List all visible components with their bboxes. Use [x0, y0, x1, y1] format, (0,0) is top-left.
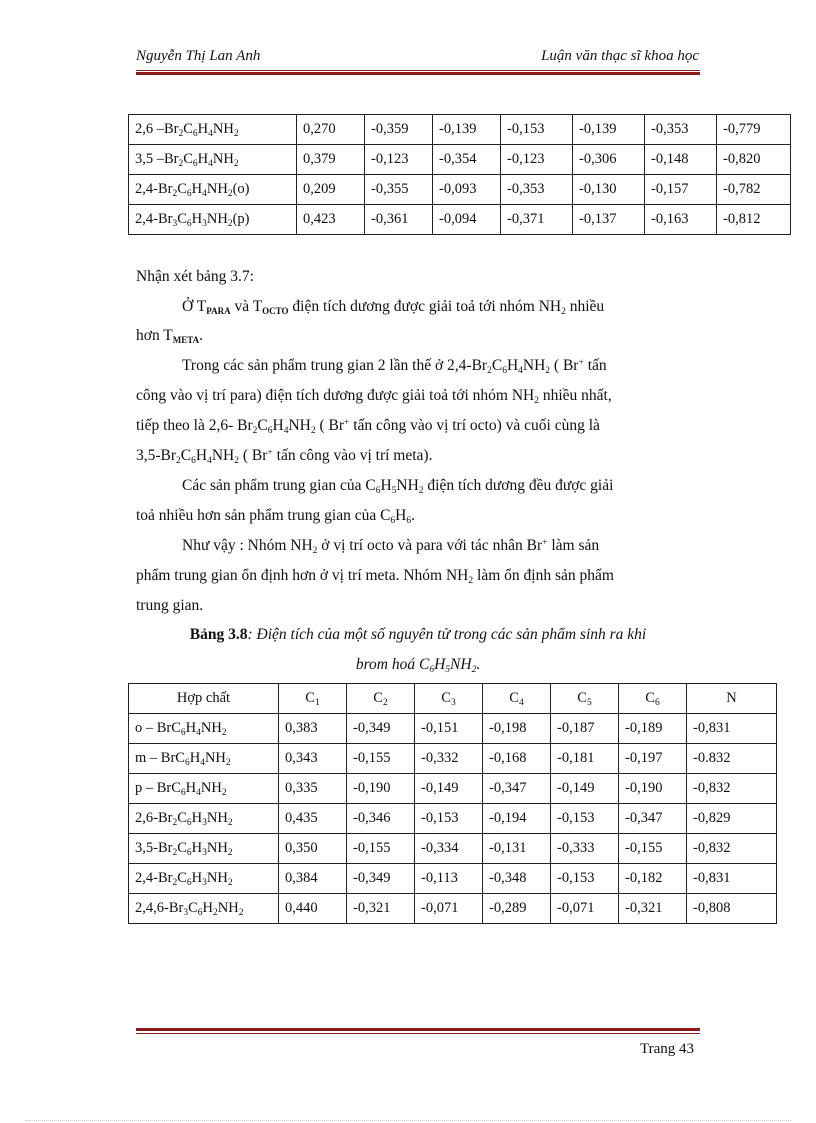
value-cell: -0,093	[433, 175, 501, 205]
column-header: $C_3$	[415, 684, 483, 714]
paragraph-line: phẩm trung gian ổn định hơn ở vị trí meta. Nhóm $NH_2$ làm ổn định sản phẩm	[136, 567, 614, 586]
value-cell: -0,187	[551, 714, 619, 744]
value-cell: -0,198	[483, 714, 551, 744]
value-cell: -0,289	[483, 894, 551, 924]
value-cell: 0,343	[279, 744, 347, 774]
value-cell: -0,151	[415, 714, 483, 744]
compound-cell: $2,4,6-Br_3C_6H_2NH_2$	[129, 894, 279, 924]
header-author: Nguyễn Thị Lan Anh	[136, 48, 261, 64]
table-caption	[136, 626, 700, 644]
value-cell: -0,137	[573, 205, 645, 235]
paragraph-line: Trong các sản phẩm trung gian 2 lần thế ở $2,4-Br_2C_6H_4NH_2$ ( Br+ tấn	[182, 357, 607, 376]
value-cell: -0,347	[483, 774, 551, 804]
caption-text: : Điện tích của một số nguyên tử trong các sản phẩm sinh ra khi	[247, 626, 647, 643]
table-row	[129, 864, 777, 894]
value-cell: -0,153	[415, 804, 483, 834]
compound-cell: $3,5-Br_2C_6H_3NH_2$	[129, 834, 279, 864]
value-cell: 0,440	[279, 894, 347, 924]
value-cell: -0,157	[645, 175, 717, 205]
value-cell: 0,350	[279, 834, 347, 864]
value-cell: -0,361	[365, 205, 433, 235]
caption-text-line2	[136, 656, 700, 674]
table-row	[129, 205, 791, 235]
column-header: $C_4$	[483, 684, 551, 714]
value-cell: -0,321	[347, 894, 415, 924]
table-3-8-body	[129, 714, 777, 924]
value-cell: -0,194	[483, 804, 551, 834]
compound-cell: 2,6 $-Br_2C_6H_4NH_2$	[129, 115, 297, 145]
value-cell: -0,181	[551, 744, 619, 774]
value-cell: -0,168	[483, 744, 551, 774]
value-cell: -0,149	[415, 774, 483, 804]
value-cell: -0,182	[619, 864, 687, 894]
value-cell: -0,832	[687, 774, 777, 804]
value-cell: 0,379	[297, 145, 365, 175]
caption-label: Bảng 3.8	[189, 626, 248, 643]
column-header: $C_2$	[347, 684, 415, 714]
value-cell: -0,832	[687, 834, 777, 864]
value-cell: -0,782	[717, 175, 791, 205]
value-cell: -0,333	[551, 834, 619, 864]
value-cell: 0,384	[279, 864, 347, 894]
value-cell: -0,820	[717, 145, 791, 175]
value-cell: -0,332	[415, 744, 483, 774]
table-row	[129, 115, 791, 145]
column-header: $C_6$	[619, 684, 687, 714]
paragraph-line: trung gian.	[136, 597, 204, 614]
value-cell: -0,355	[365, 175, 433, 205]
header-row	[129, 684, 777, 714]
value-cell: -0,321	[619, 894, 687, 924]
page-edge-dots	[25, 1120, 791, 1121]
compound-cell: 3,5 $-Br_2C_6H_4NH_2$	[129, 145, 297, 175]
value-cell: -0,829	[687, 804, 777, 834]
value-cell: -0,359	[365, 115, 433, 145]
table-3-7-continued	[128, 114, 791, 235]
value-cell: -0,149	[551, 774, 619, 804]
value-cell: -0,071	[551, 894, 619, 924]
value-cell: -0,348	[483, 864, 551, 894]
value-cell: -0,808	[687, 894, 777, 924]
value-cell: -0,123	[501, 145, 573, 175]
column-header: Hợp chất	[129, 684, 279, 714]
caption-text: brom hoá $C_6H_5NH_2$.	[355, 656, 481, 675]
value-cell: 0,383	[279, 714, 347, 744]
compound-cell: m – $BrC_6H_4NH_2$	[129, 744, 279, 774]
value-cell: -0,123	[365, 145, 433, 175]
value-cell: -0,153	[551, 864, 619, 894]
value-cell: -0,153	[501, 115, 573, 145]
paragraph-line: toả nhiều hơn sản phẩm trung gian của $C_6H_6$.	[136, 507, 415, 526]
footer-rule-thick	[136, 1028, 700, 1031]
compound-cell: $2,6-Br_2C_6H_3NH_2$	[129, 804, 279, 834]
value-cell: -0,347	[619, 804, 687, 834]
value-cell: -0,130	[573, 175, 645, 205]
footer-rule	[136, 1033, 700, 1034]
compound-cell: $2,4-Br_2C_6H_3NH_2$	[129, 864, 279, 894]
page-number: Trang 43	[640, 1041, 695, 1057]
header-thesis-title: Luận văn thạc sĩ khoa học	[541, 48, 699, 64]
value-cell: -0,113	[415, 864, 483, 894]
value-cell: -0,155	[619, 834, 687, 864]
value-cell: -0,354	[433, 145, 501, 175]
table-3-7-body	[129, 115, 791, 235]
value-cell: -0,831	[687, 714, 777, 744]
table-3-8-header	[129, 684, 777, 714]
comment-heading: Nhận xét bảng 3.7:	[136, 268, 254, 285]
table-row	[129, 145, 791, 175]
value-cell: -0,349	[347, 714, 415, 744]
value-cell: -0,353	[645, 115, 717, 145]
value-cell: -0,334	[415, 834, 483, 864]
value-cell: -0,131	[483, 834, 551, 864]
column-header: N	[687, 684, 777, 714]
value-cell: -0,071	[415, 894, 483, 924]
value-cell: -0.832	[687, 744, 777, 774]
table-row	[129, 714, 777, 744]
paragraph-line: Ở $T_{PARA}$ và $T_{OCTO}$ điện tích dương được giải toả tới nhóm $NH_2$ nhiều	[182, 298, 605, 317]
value-cell: -0,346	[347, 804, 415, 834]
table-row	[129, 804, 777, 834]
value-cell: 0,270	[297, 115, 365, 145]
value-cell: -0,190	[619, 774, 687, 804]
value-cell: -0,139	[433, 115, 501, 145]
value-cell: -0,812	[717, 205, 791, 235]
value-cell: -0,148	[645, 145, 717, 175]
table-row	[129, 834, 777, 864]
compound-cell: $2,4-Br_3C_6H_3NH_2(p)$	[129, 205, 297, 235]
paragraph-line: tiếp theo là 2,6- $Br_2C_6H_4NH_2$ ( Br+ tấn công vào vị trí octo) và cuối cùng là	[136, 417, 600, 436]
value-cell: -0,306	[573, 145, 645, 175]
value-cell: 0,209	[297, 175, 365, 205]
table-row	[129, 744, 777, 774]
paragraph-line: công vào vị trí para) điện tích dương được giải toả tới nhóm $NH_2$ nhiều nhất,	[136, 387, 612, 406]
header-rule-thick	[136, 72, 700, 75]
value-cell: -0,353	[501, 175, 573, 205]
value-cell: -0,779	[717, 115, 791, 145]
table-row	[129, 774, 777, 804]
value-cell: -0,189	[619, 714, 687, 744]
value-cell: -0,139	[573, 115, 645, 145]
paragraph-line: Các sản phẩm trung gian của $C_6H_5NH_2$ điện tích dương đều được giải	[182, 477, 614, 496]
value-cell: -0,153	[551, 804, 619, 834]
value-cell: -0,197	[619, 744, 687, 774]
value-cell: -0,094	[433, 205, 501, 235]
paragraph-line: Như vậy : Nhóm $NH_2$ ở vị trí octo và para với tác nhân Br+ làm sản	[182, 537, 600, 556]
value-cell: -0,831	[687, 864, 777, 894]
value-cell: -0,371	[501, 205, 573, 235]
value-cell: 0,335	[279, 774, 347, 804]
value-cell: -0,163	[645, 205, 717, 235]
table-row	[129, 894, 777, 924]
column-header: $C_1$	[279, 684, 347, 714]
table-3-8	[128, 683, 777, 924]
column-header: $C_5$	[551, 684, 619, 714]
value-cell: -0,155	[347, 744, 415, 774]
value-cell: -0,190	[347, 774, 415, 804]
compound-cell: $2,4-Br_2C_6H_4NH_2(o)$	[129, 175, 297, 205]
table-row	[129, 175, 791, 205]
paragraph-line: $3,5-Br_2C_6H_4NH_2$ ( Br+ tấn công vào vị trí meta).	[136, 447, 433, 466]
value-cell: 0,435	[279, 804, 347, 834]
value-cell: -0,349	[347, 864, 415, 894]
compound-cell: p – $BrC_6H_4NH_2$	[129, 774, 279, 804]
value-cell: -0,155	[347, 834, 415, 864]
header-rule	[136, 70, 700, 71]
paragraph-line: hơn $T_{META}$.	[136, 327, 203, 345]
compound-cell: o – $BrC_6H_4NH_2$	[129, 714, 279, 744]
value-cell: 0,423	[297, 205, 365, 235]
